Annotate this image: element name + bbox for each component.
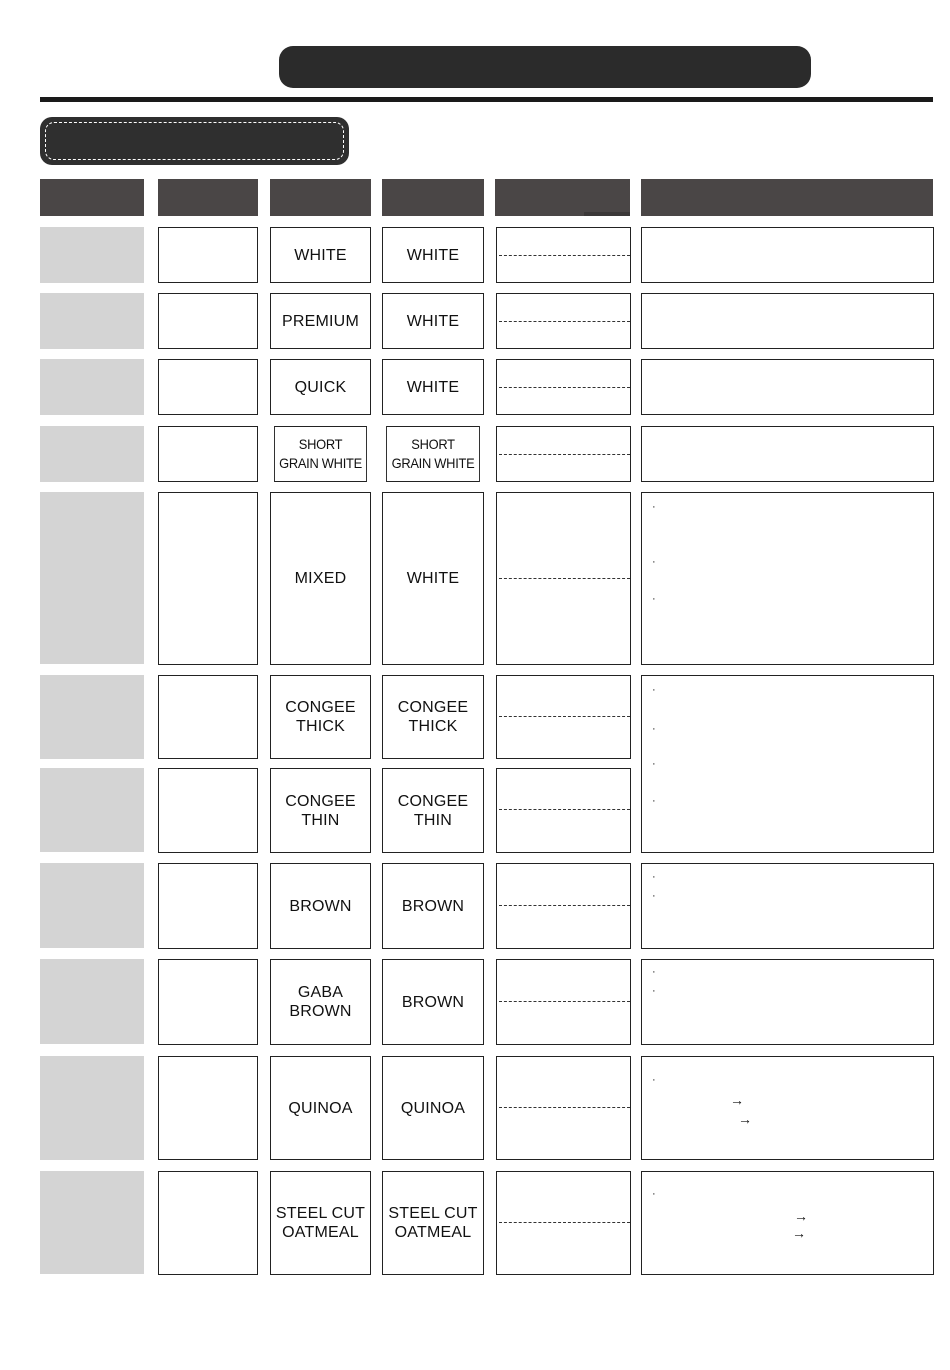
bullet: · (652, 501, 656, 513)
row-cell (158, 426, 258, 482)
row-cell (158, 959, 258, 1045)
arrow-icon: → (792, 1225, 806, 1241)
row-cell (158, 768, 258, 853)
menu-label: QUINOA (270, 1056, 371, 1160)
row-label-cell (40, 863, 144, 948)
time-cell (496, 863, 631, 949)
menu-label: STEEL CUT OATMEAL (270, 1171, 371, 1275)
row-label-cell (40, 959, 144, 1044)
menu-label: WHITE (270, 227, 371, 283)
row-label-cell (40, 675, 144, 759)
menu-label: CONGEE THIN (270, 768, 371, 853)
menu-label: GABA BROWN (270, 959, 371, 1045)
menu-label: PREMIUM (270, 293, 371, 349)
notes-cell (641, 863, 934, 949)
menu-label: QUICK (270, 359, 371, 415)
row-cell (158, 492, 258, 665)
bullet: · (652, 890, 656, 902)
row-label-cell (40, 293, 144, 349)
water-line-label: CONGEE THIN (382, 768, 484, 853)
header-cell-6 (641, 179, 933, 216)
water-line-label: QUINOA (382, 1056, 484, 1160)
notes-cell (641, 293, 934, 349)
time-cell (496, 1056, 631, 1160)
header-rule (40, 97, 933, 102)
water-line-label: BROWN (382, 863, 484, 949)
notes-cell (641, 675, 934, 853)
water-line-label: WHITE (382, 359, 484, 415)
notes-cell (641, 492, 934, 665)
water-line-label: SHORT GRAIN WHITE (386, 426, 480, 482)
time-cell (496, 768, 631, 853)
row-label-cell (40, 227, 144, 283)
water-line-label: BROWN (382, 959, 484, 1045)
notes-cell (641, 1171, 934, 1275)
row-cell (158, 293, 258, 349)
menu-label: SHORT GRAIN WHITE (274, 426, 367, 482)
water-line-label: WHITE (382, 227, 484, 283)
bullet: · (652, 1188, 656, 1200)
row-label-cell (40, 426, 144, 482)
time-cell (496, 293, 631, 349)
arrow-icon: → (730, 1092, 744, 1108)
bullet: · (652, 871, 656, 883)
notes-cell (641, 426, 934, 482)
header-cell-1 (40, 179, 144, 216)
row-cell (158, 675, 258, 759)
row-label-cell (40, 768, 144, 852)
time-cell (496, 492, 631, 665)
arrow-icon: → (794, 1208, 808, 1224)
header-cell-2 (158, 179, 258, 216)
bullet: · (652, 593, 656, 605)
row-label-cell (40, 492, 144, 664)
time-cell (496, 675, 631, 759)
row-label-cell (40, 359, 144, 415)
row-cell (158, 1171, 258, 1275)
time-cell (496, 959, 631, 1045)
menu-label: BROWN (270, 863, 371, 949)
bullet: · (652, 684, 656, 696)
time-cell (496, 359, 631, 415)
notes-cell (641, 959, 934, 1045)
row-cell (158, 863, 258, 949)
time-cell (496, 1171, 631, 1275)
header-cell-5 (495, 179, 630, 216)
bullet: · (652, 985, 656, 997)
row-label-cell (40, 1171, 144, 1274)
header-cell-4 (382, 179, 484, 216)
notes-cell (641, 1056, 934, 1160)
water-line-label: STEEL CUT OATMEAL (382, 1171, 484, 1275)
page-title-bar (279, 46, 811, 88)
bullet: · (652, 556, 656, 568)
row-label-cell (40, 1056, 144, 1160)
menu-label: MIXED (270, 492, 371, 665)
row-cell (158, 1056, 258, 1160)
menu-label: CONGEE THICK (270, 675, 371, 759)
row-cell (158, 227, 258, 283)
notes-cell (641, 227, 934, 283)
water-line-label: CONGEE THICK (382, 675, 484, 759)
header-cell-3 (270, 179, 371, 216)
notes-cell (641, 359, 934, 415)
bullet: · (652, 795, 656, 807)
bullet: · (652, 966, 656, 978)
time-cell (496, 426, 631, 482)
time-cell (496, 227, 631, 283)
water-line-label: WHITE (382, 492, 484, 665)
water-line-label: WHITE (382, 293, 484, 349)
arrow-icon: → (738, 1111, 752, 1127)
bullet: · (652, 1074, 656, 1086)
bullet: · (652, 758, 656, 770)
bullet: · (652, 723, 656, 735)
section-tag (40, 117, 349, 165)
row-cell (158, 359, 258, 415)
